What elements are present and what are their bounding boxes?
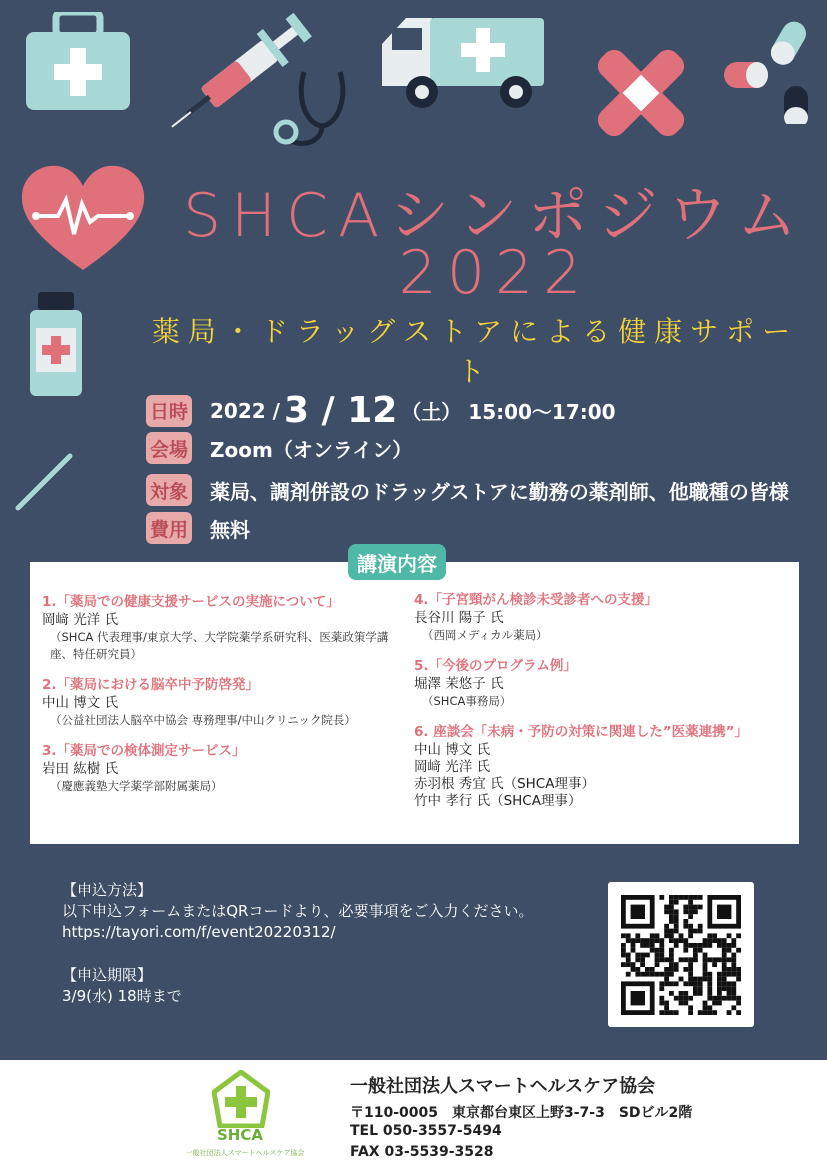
- deadline-heading: 【申込期限】: [62, 966, 153, 984]
- target-label: 対象: [146, 474, 192, 506]
- logo-subtext: 一般社団法人スマートヘルスケア協会: [185, 1149, 305, 1157]
- date-suffix: （土） 15:00～17:00: [401, 400, 616, 424]
- application-url-link[interactable]: https://tayori.com/f/event20220312/: [62, 923, 336, 941]
- fee-value: 無料: [210, 517, 250, 542]
- talk-speaker: 岩田 紘樹 氏: [42, 761, 119, 777]
- venue-value: Zoom（オンライン）: [210, 437, 413, 462]
- talk-affiliation: （慶應義塾大学薬学部附属薬局）: [50, 779, 223, 793]
- talk-affiliation: （SHCA事務局）: [422, 694, 512, 708]
- program-right-column: [414, 592, 786, 824]
- organization-fax: FAX 03-5539-3528: [350, 1144, 494, 1160]
- panel-title: 6. 座談会「未病・予防の対策に関連した”医薬連携”」: [414, 724, 748, 740]
- talk-title: 1.「薬局での健康支援サービスの実施について」: [42, 594, 340, 610]
- talk-speaker: 長谷川 陽子 氏: [414, 610, 504, 626]
- heartbeat-icon: [20, 164, 146, 272]
- organization-address: 〒110-0005 東京都台東区上野3-7-3 SDビル2階: [350, 1105, 693, 1121]
- program-header: 講演内容: [348, 544, 446, 580]
- talk-speaker: 堀澤 茉悠子 氏: [414, 676, 504, 692]
- bandage-icon: [594, 46, 688, 140]
- capsule-icon: [718, 14, 818, 124]
- talk-affiliation: （SHCA 代表理事/東京大学、大学院薬学系研究科、医薬政策学講座、特任研究員）: [50, 630, 389, 661]
- deadline-text: 3/9(水) 18時まで: [62, 987, 182, 1005]
- talk-affiliation: （公益社団法人脳卒中協会 専務理事/中山クリニック院長）: [50, 713, 356, 727]
- talk-item: [42, 743, 402, 795]
- fee-label: 費用: [146, 512, 192, 544]
- talk-item: [414, 592, 786, 644]
- target-value: 薬局、調剤併設のドラッグストアに勤務の薬剤師、他職種の皆様: [210, 479, 789, 504]
- talk-title: 3.「薬局での検体測定サービス」: [42, 743, 246, 759]
- talk-speaker: 中山 博文 氏: [42, 695, 119, 711]
- thermometer-icon: [12, 450, 76, 514]
- date-label: 日時: [146, 395, 192, 427]
- medicine-bottle-icon: [28, 292, 84, 396]
- panel-member: 竹中 孝行 氏（SHCA理事）: [414, 793, 582, 809]
- footer: [0, 1060, 827, 1170]
- event-title: SHCAシンポジウム: [182, 181, 808, 251]
- organization-name: 一般社団法人スマートヘルスケア協会: [350, 1076, 656, 1097]
- date-big: 3 / 12: [283, 390, 398, 431]
- panel-member: 中山 博文 氏: [414, 742, 491, 758]
- organization-tel: TEL 050-3557-5494: [350, 1123, 502, 1139]
- talk-title: 5.「今後のプログラム例」: [414, 658, 577, 674]
- talk-title: 2.「薬局における脳卒中予防啓発」: [42, 677, 260, 693]
- qr-code-image: [608, 882, 754, 1027]
- first-aid-kit-icon: [26, 12, 130, 110]
- info-date-row: [146, 390, 616, 431]
- application-info: [62, 880, 533, 1007]
- method-heading: 【申込方法】: [62, 881, 153, 899]
- ambulance-icon: [376, 14, 546, 110]
- date-prefix: 2022 /: [210, 398, 280, 423]
- program-left-column: [42, 594, 402, 809]
- stethoscope-icon: [272, 68, 362, 154]
- method-text: 以下申込フォームまたはQRコードより、必要事項をご入力ください。: [62, 902, 534, 920]
- talk-item: [42, 677, 402, 729]
- shca-logo-icon: [212, 1070, 270, 1128]
- event-subtitle: 薬局・ドラッグストアによる健康サポート: [151, 315, 799, 388]
- venue-label: 会場: [146, 432, 192, 464]
- info-venue-row: [146, 432, 412, 464]
- talk-item: [414, 658, 786, 710]
- info-fee-row: [146, 512, 250, 544]
- talk-speaker: 岡﨑 光洋 氏: [42, 612, 119, 628]
- logo-text: SHCA: [217, 1126, 263, 1144]
- qr-code[interactable]: [608, 882, 754, 1027]
- talk-affiliation: （西岡メディカル薬局）: [422, 628, 548, 642]
- program-box: [30, 562, 799, 844]
- panel-item: [414, 724, 786, 810]
- info-target-row: [146, 474, 789, 506]
- event-year: 2022: [398, 238, 592, 308]
- talk-title: 4.「子宮頸がん検診未受診者への支援」: [414, 592, 659, 608]
- talk-item: [42, 594, 402, 663]
- panel-member: 赤羽根 秀宜 氏（SHCA理事）: [414, 776, 595, 792]
- panel-member: 岡﨑 光洋 氏: [414, 759, 491, 775]
